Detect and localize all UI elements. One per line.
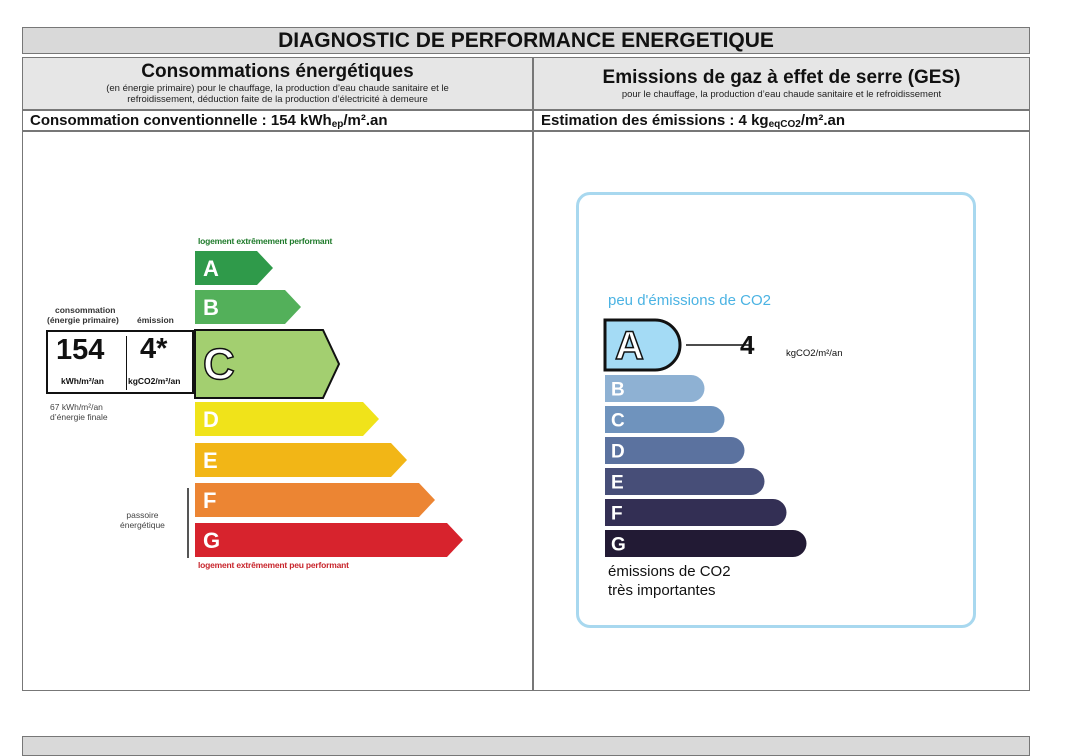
ges-class-f-bar <box>605 499 787 526</box>
energy-class-f-label: F <box>203 488 217 513</box>
col-conso-label-1: consommation <box>55 305 116 315</box>
ges-class-e-label: E <box>611 472 624 494</box>
ges-class-f-label: F <box>611 503 623 525</box>
conso-sub: ep <box>331 119 344 130</box>
ges-class-d-label: D <box>611 441 625 463</box>
unit-conso: kWh/m²/an <box>61 376 104 386</box>
ges-class-g-bar <box>605 530 807 557</box>
energy-class-b-label: B <box>203 295 219 320</box>
ges-bottom-label-1: émissions de CO2 <box>608 563 731 580</box>
next-section-header <box>22 736 1030 756</box>
energy-subtitle-2: refroidissement, déduction faite de la production d’électricité à demeure <box>127 94 428 105</box>
value-emission: 4* <box>140 333 168 365</box>
energy-top-label: logement extrêmement performant <box>198 236 333 246</box>
energy-class-e-label: E <box>203 448 218 473</box>
ges-class-c-label: C <box>611 410 625 432</box>
estim-prefix: Estimation des émissions : 4 kg <box>541 112 769 129</box>
final-energy-2: d’énergie finale <box>50 412 108 422</box>
passoire-2: énergétique <box>120 520 165 530</box>
estim-suffix: /m².an <box>800 112 845 129</box>
ges-subtitle: pour le chauffage, la production d’eau chaude sanitaire et le refroidissement <box>621 89 942 100</box>
ges-class-g-label: G <box>611 534 626 556</box>
ges-bottom-label-2: très importantes <box>608 582 716 599</box>
value-conso: 154 <box>56 334 105 366</box>
energy-class-a-label: A <box>203 256 219 281</box>
ges-class-d-bar <box>605 437 745 464</box>
ges-class-a-label: A <box>615 324 644 368</box>
conso-prefix: Consommation conventionnelle : 154 kWh <box>30 112 332 129</box>
ges-class-e-bar <box>605 468 765 495</box>
energy-class-g-label: G <box>203 528 221 553</box>
estim-sub: eqCO2 <box>768 119 801 130</box>
final-energy-1: 67 kWh/m²/an <box>50 402 103 412</box>
page-title: DIAGNOSTIC DE PERFORMANCE ENERGETIQUE <box>22 27 1030 54</box>
energy-class-c-label: C <box>203 340 235 389</box>
conso-suffix: /m².an <box>343 112 388 129</box>
energy-subtitle-1: (en énergie primaire) pour le chauffage, la production d’eau chaude sanitaire et le <box>106 83 449 94</box>
energy-bottom-label: logement extrêmement peu performant <box>198 560 349 570</box>
ges-class-b-label: B <box>611 379 625 401</box>
passoire-1: passoire <box>126 510 159 520</box>
ges-title: Emissions de gaz à effet de serre (GES) <box>602 67 961 88</box>
col-conso-label-2: (énergie primaire) <box>47 315 119 325</box>
energy-class-d-label: D <box>203 407 219 432</box>
energy-title: Consommations énergétiques <box>141 61 414 82</box>
col-emission-label: émission <box>137 315 174 325</box>
ges-unit: kgCO2/m²/an <box>786 348 843 359</box>
ges-value: 4 <box>740 330 755 360</box>
ges-bottom-label <box>608 562 731 600</box>
unit-emission: kgCO2/m²/an <box>128 376 181 386</box>
ges-top-label: peu d'émissions de CO2 <box>608 292 771 309</box>
